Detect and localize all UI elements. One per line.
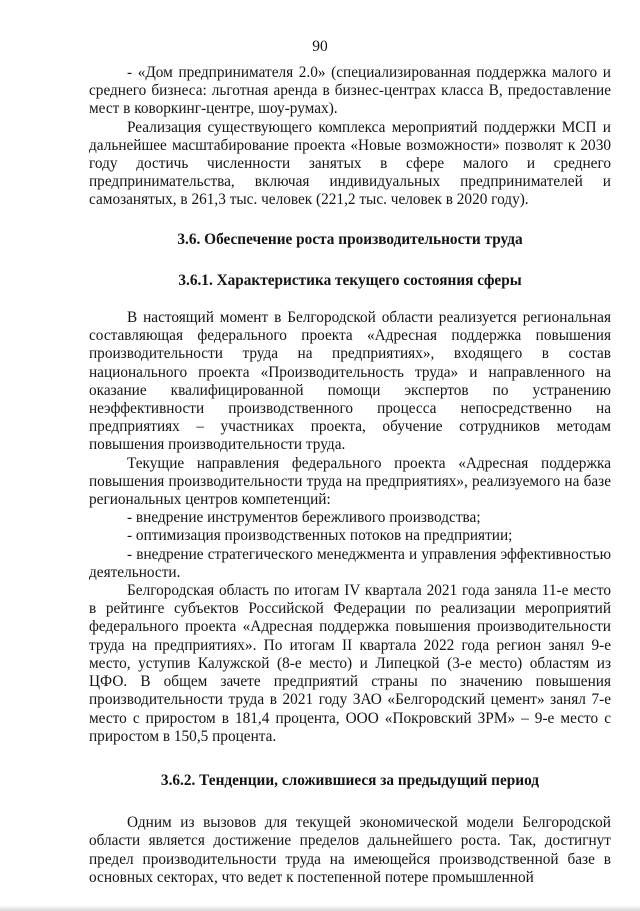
list-item-lean-production: - внедрение инструментов бережливого производства;	[127, 509, 481, 527]
paragraph-regional-project: В настоящий момент в Белгородской области реализуется региональная составляющая федерального проекта «Адресная поддержка повышения производительности труда на предприятиях», входящего в состав национального проекта «Производительность труда» и направленного на оказание квалифицированной помощи экспертов по устранению неэффективности производственного процесса непосредственно на предприятиях – участниках проекта, обучение сотрудников методам повышения производительности труда.	[89, 309, 611, 454]
document-body	[89, 64, 611, 887]
list-item-strategic-management: - внедрение стратегического менеджмента и управления эффективностью деятельности.	[89, 545, 611, 581]
subsection-heading-3-6-1: 3.6.1. Характеристика текущего состояния сферы	[178, 271, 522, 289]
list-item-flow-optimization: - оптимизация производственных потоков на предприятии;	[127, 527, 513, 545]
subsection-heading-3-6-2: 3.6.2. Тенденции, сложившиеся за предыдущий период	[160, 771, 540, 789]
section-heading-3-6: 3.6. Обеспечение роста производительности труда	[177, 230, 523, 248]
paragraph-growth-limits: Одним из вызовов для текущей экономической модели Белгородской области является достижение пределов дальнейшего роста. Так, достигнут предел производительности труда на имеющейся производственной базе в основных секторах, что ведет к постепенной потере промышленной	[89, 814, 611, 886]
paragraph-msp-support: Реализация существующего комплекса мероприятий поддержки МСП и дальнейшее масштабирование проекта «Новые возможности» позволят к 2030 году достичь численности занятых в сфере малого и среднего предпринимательства, включая индивидуальных предпринимателей и самозанятых, в 261,3 тыс. человек (221,2 тыс. человек в 2020 году).	[89, 118, 611, 209]
scan-edge-shadow	[0, 905, 640, 911]
page-number: 90	[312, 38, 328, 55]
list-item-dom-predprinimatelya: - «Дом предпринимателя 2.0» (специализированная поддержка малого и среднего бизнеса: льготная аренда в бизнес-центрах класса В, предоставление мест в коворкинг-центре, шоу-румах).	[89, 64, 611, 118]
paragraph-current-directions: Текущие направления федерального проекта «Адресная поддержка повышения производительности труда на предприятиях», реализуемого на базе региональных центров компетенций:	[89, 454, 611, 509]
paragraph-rating-results: Белгородская область по итогам IV квартала 2021 года заняла 11-е место в рейтинге субъектов Российской Федерации по реализации мероприятий федерального проекта «Адресная поддержка повышения производительности труда на предприятиях». По итогам II квартала 2022 года регион занял 9-е место, уступив Калужской (8-е место) и Липецкой (3-е место) областям из ЦФО. В общем зачете предприятий страны по значению повышения производительности труда в 2021 году ЗАО «Белгородский цемент» занял 7-е место с приростом в 181,4 процента, ООО «Покровский ЗРМ» – 9-е место с приростом в 150,5 процента.	[89, 582, 611, 745]
